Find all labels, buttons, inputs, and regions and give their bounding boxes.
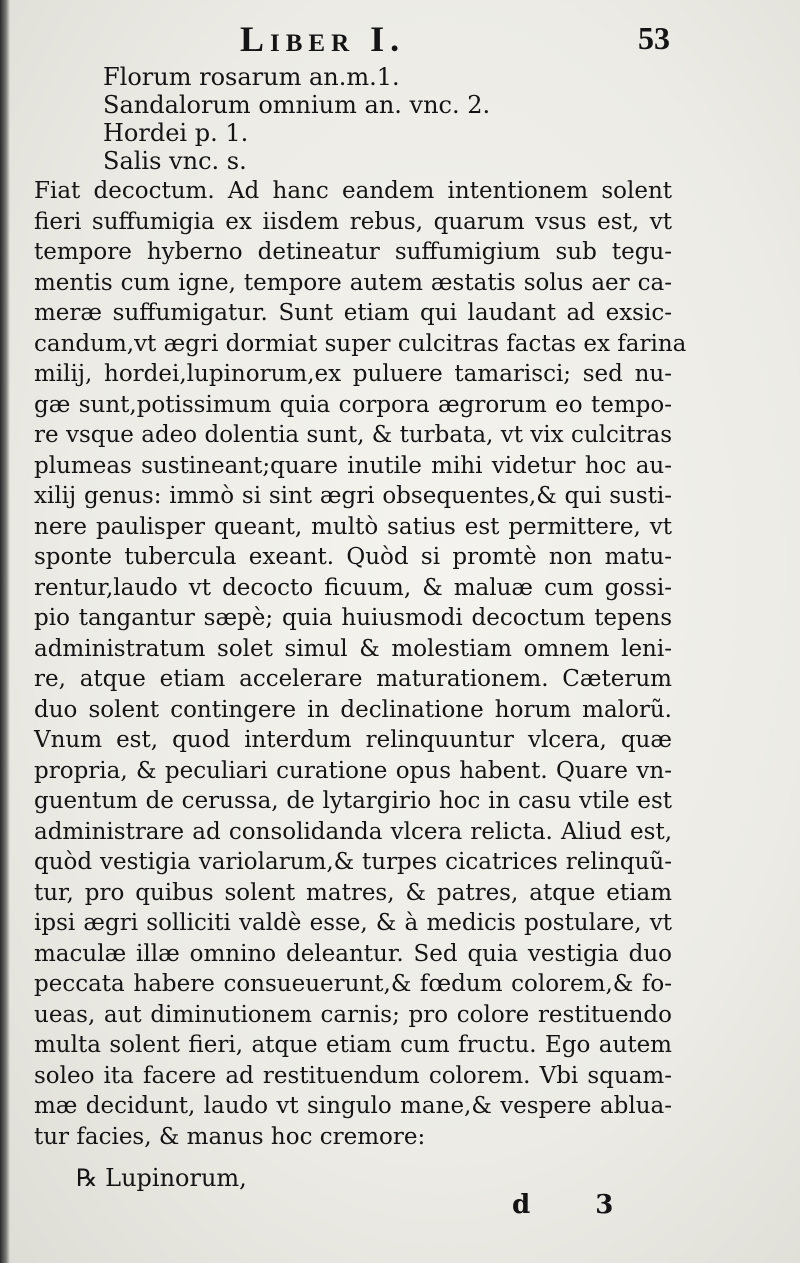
text-line: sponte tubercula exeant. Quòd si promtè non matu- [34, 544, 672, 570]
recipe-line: Florum rosarum an.m.1. [103, 63, 400, 91]
recipe-list [103, 63, 523, 175]
text-line: gæ sunt,potissimum quia corpora ægrorum eo tempo- [34, 391, 672, 418]
text-line: peccata habere consueuerunt,& fœdum colorem,& fo- [34, 971, 672, 997]
text-line: re, atque etiam accelerare maturationem. Cæterum [34, 666, 672, 692]
text-line: plumeas sustineant;quare inutile mihi videtur hoc au- [34, 452, 672, 479]
text-line: meræ suffumigatur. Sunt etiam qui laudant ad exsic- [34, 300, 672, 326]
recipe-line: Hordei p. 1. [103, 119, 249, 147]
text-line: administrare ad consolidanda vlcera relicta. Aliud est, [34, 818, 672, 845]
text-line: propria, & peculiari curatione opus habent. Quare vn- [34, 757, 672, 784]
text-line: milij, hordei,lupinorum,ex puluere tamarisci; sed nu- [34, 361, 672, 387]
text-line: tempore hyberno detineatur suffumigium sub tegu- [34, 239, 672, 265]
text-line: tur facies, & manus hoc cremore: [34, 1123, 426, 1150]
text-line: rentur,laudo vt decocto ficuum, & maluæ cum gossi- [34, 574, 672, 601]
text-line: multa solent fieri, atque etiam cum fructu. Ego autem [34, 1032, 672, 1058]
printer-signature-mark: d 3 [512, 1190, 642, 1220]
text-line: administratum solet simul & molestiam omnem leni- [34, 635, 672, 662]
running-title: Liber I. [240, 19, 406, 59]
recipe-start-line: ℞ Lupinorum, [76, 1164, 247, 1192]
text-line: candum,vt ægri dormiat super culcitras factas ex farina [34, 330, 687, 357]
text-line: Vnum est, quod interdum relinquuntur vlcera, quæ [34, 727, 672, 753]
text-line: fieri suffumigia ex iisdem rebus, quarum vsus est, vt [34, 208, 672, 235]
text-line: maculæ illæ omnino deleantur. Sed quia vestigia duo [34, 940, 672, 967]
text-line: duo solent contingere in declinatione horum malorũ. [34, 696, 672, 723]
text-line: ipsi ægri solliciti valdè esse, & à medicis postulare, vt [34, 910, 672, 936]
recipe-line: Sandalorum omnium an. vnc. 2. [103, 91, 491, 119]
text-line: pio tangantur sæpè; quia huiusmodi decoctum tepens [34, 605, 672, 631]
page-header [40, 16, 780, 64]
body-text [34, 176, 687, 1152]
text-line: mæ decidunt, laudo vt singulo mane,& vespere ablua- [34, 1093, 672, 1119]
text-line: soleo ita facere ad restituendum colorem. Vbi squam- [34, 1062, 672, 1089]
text-line: nere paulisper queant, multò satius est permittere, vt [34, 513, 672, 540]
text-line: tur, pro quibus solent matres, & patres, atque etiam [34, 879, 672, 906]
text-line: Fiat decoctum. Ad hanc eandem intentionem solent [34, 178, 672, 204]
text-line: mentis cum igne, tempore autem æstatis solus aer ca- [34, 269, 672, 296]
text-line: re vsque adeo dolentia sunt, & turbata, vt vix culcitras [34, 422, 672, 448]
page-number: 53 [638, 20, 670, 56]
text-line: ueas, aut diminutionem carnis; pro colore restituendo [34, 1001, 672, 1028]
text-line: guentum de cerussa, de lytargirio hoc in casu vtile est [34, 788, 672, 814]
page-binding-shadow [0, 0, 10, 1263]
text-line: xilij genus: immò si sint ægri obsequentes,& qui susti- [34, 483, 672, 509]
recipe-line: Salis vnc. s. [103, 147, 247, 175]
text-line: quòd vestigia variolarum,& turpes cicatrices relinquũ- [34, 849, 672, 875]
